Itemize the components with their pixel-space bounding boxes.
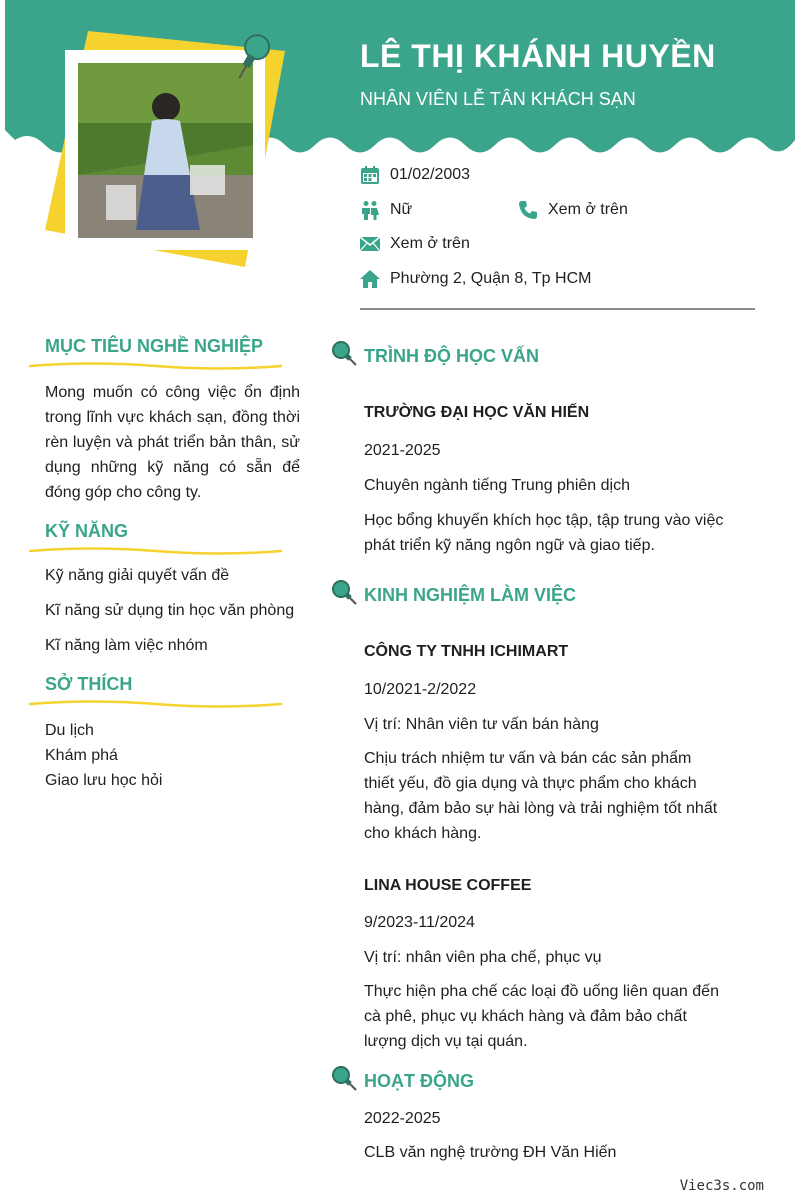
- school-name: TRƯỜNG ĐẠI HỌC VĂN HIẾN: [364, 404, 590, 421]
- education-heading-text: TRÌNH ĐỘ HỌC VẤN: [364, 345, 539, 366]
- profile-photo: [40, 25, 300, 275]
- objective-text: Mong muốn có công việc ổn định trong lĩnh vực khách sạn, đồng thời rèn luyện và phát triển bản thân, sử dụng những kỹ năng có sẵn để đóng góp cho công ty.: [45, 384, 300, 501]
- email-value: Xem ở trên: [390, 235, 470, 252]
- activities-heading-text: HOẠT ĐỘNG: [364, 1070, 474, 1091]
- section-heading-education: [330, 340, 539, 372]
- pushpin-icon: [330, 578, 358, 606]
- skills-heading-text: KỸ NĂNG: [45, 521, 129, 541]
- hobby-item: Khám phá: [45, 747, 118, 764]
- gender-value: Nữ: [390, 201, 413, 218]
- job-period: 9/2023-11/2024: [364, 914, 475, 931]
- wavy-underline: [28, 545, 283, 557]
- gender-row: [360, 200, 412, 220]
- hobbies-heading-text: SỞ THÍCH: [45, 674, 133, 694]
- section-heading-experience: [330, 579, 576, 611]
- skill-item: Kĩ năng làm việc nhóm: [45, 637, 208, 654]
- birthday-value: 01/02/2003: [390, 166, 471, 183]
- pushpin-icon: [330, 1064, 358, 1092]
- watermark: Viec3s.com: [679, 1178, 764, 1194]
- education-major: Chuyên ngành tiếng Trung phiên dịch: [364, 477, 630, 494]
- job-title: NHÂN VIÊN LỄ TÂN KHÁCH SẠN: [360, 89, 636, 109]
- job-period: 10/2021-2/2022: [364, 681, 477, 698]
- job-position: Vị trí: nhân viên pha chế, phục vụ: [364, 949, 602, 966]
- pushpin-icon: [330, 339, 358, 367]
- hobby-item: Giao lưu học hỏi: [45, 772, 163, 789]
- hobbies-list: [28, 718, 300, 793]
- job-description: Thực hiện pha chế các loại đồ uống liên quan đến cà phê, phục vụ khách hàng và đảm bảo chất lượng dịch vụ tại quán.: [364, 983, 719, 1050]
- activities-period: 2022-2025: [364, 1110, 441, 1127]
- address-row: [360, 269, 591, 289]
- contact-divider: [360, 308, 755, 310]
- company-name: CÔNG TY TNHH ICHIMART: [364, 643, 569, 660]
- calendar-icon: [360, 165, 380, 185]
- section-heading-activities: [330, 1065, 474, 1097]
- section-heading-hobbies: [28, 668, 300, 714]
- phone-row: [518, 200, 628, 220]
- section-heading-objective: [28, 330, 300, 376]
- address-value: Phường 2, Quận 8, Tp HCM: [390, 270, 592, 287]
- job-description: Chịu trách nhiệm tư vấn và bán các sản phẩm thiết yếu, đồ gia dụng và thực phẩm cho khách hàng, đảm bảo sự hài lòng và trải nghiệm tốt nhất cho khách hàng.: [364, 750, 718, 842]
- phone-icon: [518, 200, 538, 220]
- skill-item: Kĩ năng sử dụng tin học văn phòng: [45, 602, 295, 619]
- job-position: Vị trí: Nhân viên tư vấn bán hàng: [364, 716, 599, 733]
- left-column: [28, 330, 300, 793]
- envelope-icon: [360, 234, 380, 254]
- hobby-item: Du lịch: [45, 722, 94, 739]
- wavy-underline: [28, 360, 283, 372]
- objective-heading-text: MỤC TIÊU NGHỀ NGHIỆP: [45, 336, 264, 356]
- wavy-underline: [28, 698, 283, 710]
- section-heading-skills: [28, 515, 300, 561]
- phone-value: Xem ở trên: [548, 201, 628, 218]
- email-row: [360, 234, 470, 254]
- education-note: Học bổng khuyến khích học tập, tập trung vào việc phát triển kỹ năng ngôn ngữ và giao tiếp.: [364, 512, 724, 554]
- experience-heading-text: KINH NGHIỆM LÀM VIỆC: [364, 584, 577, 605]
- candidate-name: LÊ THỊ KHÁNH HUYỀN: [360, 38, 716, 74]
- activities-text: CLB văn nghệ trường ĐH Văn Hiến: [364, 1144, 617, 1161]
- home-icon: [360, 269, 380, 289]
- company-name: LINA HOUSE COFFEE: [364, 877, 532, 894]
- education-period: 2021-2025: [364, 442, 441, 459]
- skill-item: Kỹ năng giải quyết vấn đề: [45, 567, 230, 584]
- birthday-row: [360, 165, 470, 185]
- people-icon: [360, 200, 380, 220]
